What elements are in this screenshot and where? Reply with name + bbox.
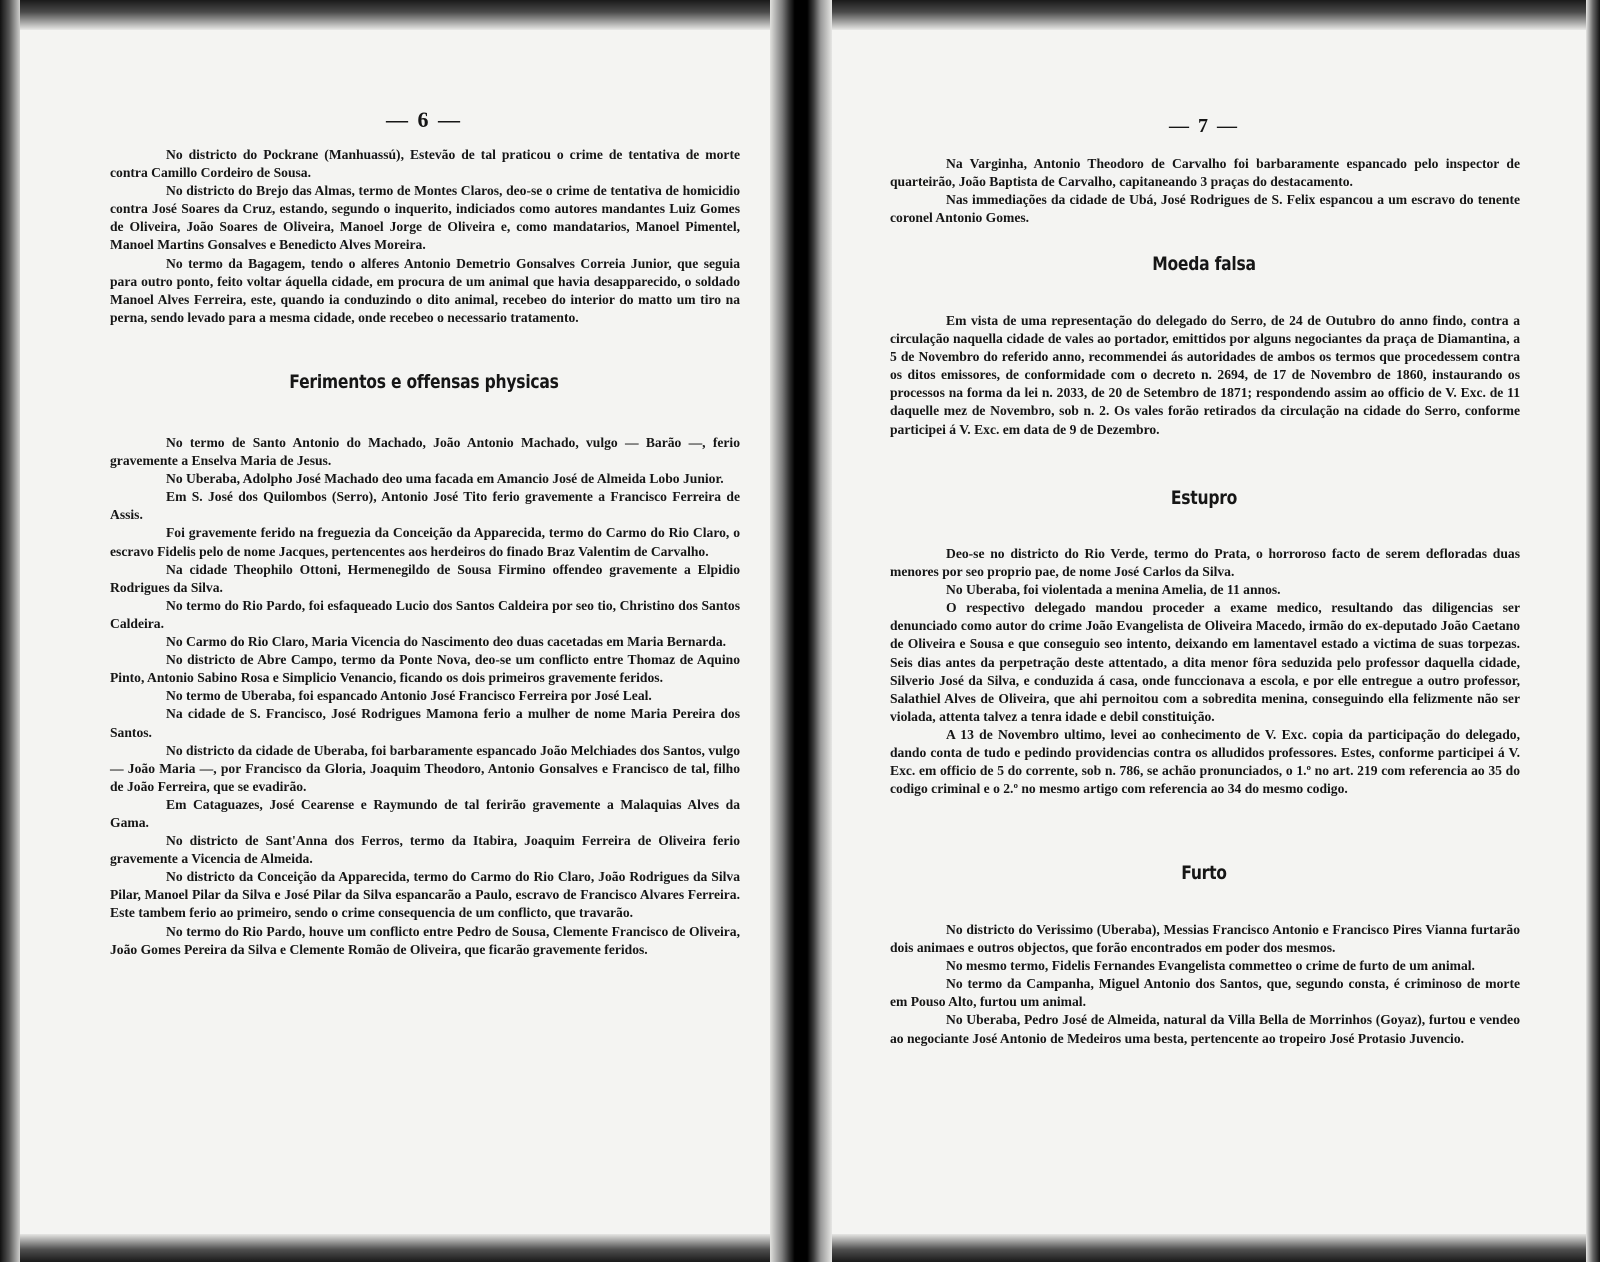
paragraph: No districto de Abre Campo, termo da Ponte Nova, deo-se um conflicto entre Thomaz de Aquino Pinto, Antonio Sabino Rosa e Simplicio Venancio, ficando os dois primeiros gravemente feridos. <box>110 652 740 686</box>
paragraph: No Uberaba, Adolpho José Machado deo uma facada em Amancio José de Almeida Lobo Junior. <box>166 471 724 487</box>
paragraph: Deo-se no districto do Rio Verde, termo do Prata, o horroroso facto de serem defloradas duas menores por seo proprio pae, de nome José Carlos da Silva. <box>890 546 1520 580</box>
estupro-block <box>890 545 1520 798</box>
paragraph: No mesmo termo, Fidelis Fernandes Evangelista commetteo o crime de furto de um animal. <box>946 958 1475 974</box>
paragraph: No districto do Verissimo (Uberaba), Messias Francisco Antonio e Francisco Pires Vianna furtarão dois animaes e outros objectos, que forão encontrados em poder dos mesmos. <box>890 922 1520 956</box>
paragraph: No districto de Sant'Anna dos Ferros, termo da Itabira, Joaquim Ferreira de Oliveira ferio gravemente a Vicencia de Almeida. <box>110 833 740 867</box>
paragraph: No districto do Brejo das Almas, termo de Montes Claros, deo-se o crime de tentativa de homicidio contra José Soares da Cruz, estando, segundo o inquerito, indiciados como autores mandantes Luiz Gomes de Oliveira, João Soares de Oliveira, Manoel Jorge de Oliveira e, como mandatarios, Manoel Pimentel, Manoel Martins Gonsalves e Benedicto Alves Moreira. <box>110 183 740 253</box>
paragraph: Foi gravemente ferido na freguezia da Conceição da Apparecida, termo do Carmo do Rio Claro, o escravo Fidelis pelo de nome Jacques, pertencentes aos herdeiros do finado Braz Valentim de Carvalho. <box>110 525 740 559</box>
section-heading-furto: Furto <box>1181 862 1227 884</box>
paragraph: Na cidade de S. Francisco, José Rodrigues Mamona ferio a mulher de nome Maria Pereira dos Santos. <box>110 706 740 740</box>
section-heading-estupro: Estupro <box>1170 487 1238 509</box>
paragraph: No termo do Rio Pardo, foi esfaqueado Lucio dos Santos Caldeira por seo tio, Christino dos Santos Caldeira. <box>110 597 740 631</box>
paragraph: No districto da Conceição da Apparecida, termo do Carmo do Rio Claro, João Rodrigues da Silva Pilar, Manoel Pilar da Silva e José Pilar da Silva espancarão a Paulo, escravo de Francisco Alvares Ferreira. Este tambem ferio ao primeiro, sendo o crime consequencia de um conflicto, que travarão. <box>110 869 740 921</box>
page-number: — 7 — <box>1169 115 1239 137</box>
furto-block <box>890 921 1520 1048</box>
paragraph: No districto da cidade de Uberaba, foi barbaramente espancado João Melchiades dos Santos, vulgo — João Maria —, por Francisco da Gloria, Joaquim Theodoro, Antonio Gonsalves e Francisco de tal, filho de João Ferreira, que se evadirão. <box>110 742 740 794</box>
paragraph: O respectivo delegado mandou proceder a exame medico, resultando das diligencias ser denunciado como autor do crime João Evangelista de Oliveira Macedo, irmão do ex-deputado João Caetano de Oliveira e Sousa e que conseguio seo intento, deixando em lamentavel estado a victima de suas torpezas. Seis dias antes da perpetração deste attentado, a dita menor fôra seduzida pelo professor daquella cidade, Silverio José da Silva, e conduzida á casa, onde funccionava a escola, e por elle entregue a outro professor, Salathiel Alves de Oliveira, que ahi pernoitou com a sobredita menina, conseguindo ella felizmente não ser violada, attenta talvez a tenra idade e debil constituição. <box>890 600 1520 724</box>
page-number: — 6 — <box>386 107 462 132</box>
paragraph: Na Varginha, Antonio Theodoro de Carvalho foi barbaramente espancado pelo inspector de quarteirão, João Baptista de Carvalho, capitaneando 3 praças do destacamento. <box>890 156 1520 190</box>
paragraph: Em Cataguazes, José Cearense e Raymundo de tal ferirão gravemente a Malaquias Alves da Gama. <box>110 796 740 830</box>
left-page <box>104 0 744 1262</box>
paragraph: Em S. José dos Quilombos (Serro), Antonio José Tito ferio gravemente a Francisco Ferreira de Assis. <box>110 489 740 523</box>
paragraph: Em vista de uma representação do delegado do Serro, de 24 de Outubro do anno findo, contra a circulação naquella cidade de vales ao portador, emittidos por alguns negociantes da praça de Diamantina, a 5 de Novembro do referido anno, recommendei ás autoridades de ambos os termos que procedessem contra os ditos emissores, de conformidade com o decreto n. 2694, de 17 de Novembro de 1860, instaurando os processos na forma da lei n. 2033, de 20 de Setembro de 1871; respondendo assim ao officio de V. Exc. de 11 daquelle mez de Novembro, sob n. 2. Os vales forão retirados da circulação na cidade do Serro, conforme participei á V. Exc. em data de 9 de Dezembro. <box>890 313 1520 437</box>
paragraph: No Uberaba, Pedro José de Almeida, natural da Villa Bella de Morrinhos (Goyaz), furtou e vendeo ao negociante José Antonio de Medeiros uma besta, pertencente ao tropeiro José Protasio Juvencio. <box>890 1012 1520 1046</box>
moeda-falsa-block <box>890 312 1520 439</box>
book-gutter <box>770 0 832 1262</box>
paragraph: No Uberaba, foi violentada a menina Amelia, de 11 annos. <box>946 582 1281 598</box>
scan-edge-right <box>1586 0 1600 1262</box>
paragraph: No Carmo do Rio Claro, Maria Vicencia do Nascimento deo duas cacetadas em Maria Bernarda. <box>166 634 727 650</box>
paragraph: A 13 de Novembro ultimo, levei ao conhecimento de V. Exc. copia da participação do delegado, dando conta de tudo e pedindo providencias contra os alludidos professores. Estes, conforme participei á V. Exc. em officio de 5 do corrente, sob n. 786, se achão pronunciados, o 1.º no art. 219 com referencia ao 35 do codigo criminal e o 2.º no mesmo artigo com referencia ao 34 do mesmo codigo. <box>890 726 1520 797</box>
paragraph: No termo de Santo Antonio do Machado, João Antonio Machado, vulgo — Barão —, ferio gravemente a Enselva Maria de Jesus. <box>110 435 740 469</box>
section-heading: Ferimentos e offensas physicas <box>289 371 559 393</box>
paragraph: Na cidade Theophilo Ottoni, Hermenegildo de Sousa Firmino offendeo gravemente a Elpidio Rodrigues da Silva. <box>110 561 740 595</box>
right-page <box>884 0 1524 1262</box>
section-heading-moeda-falsa: Moeda falsa <box>1152 253 1256 275</box>
paragraph: No termo de Uberaba, foi espancado Antonio José Francisco Ferreira por José Leal. <box>166 688 652 704</box>
paragraph: No termo da Bagagem, tendo o alferes Antonio Demetrio Gonsalves Correia Junior, que seguia para outro ponto, feito voltar áquella cidade, em procura de um animal que havia desapparecido, o soldado Manoel Alves Ferreira, este, quando ia conduzindo o dito animal, recebeo do interior do matto um tiro na perna, sendo levado para a mesma cidade, onde recebeo o necessario tratamento. <box>110 255 740 325</box>
scan-edge-left <box>0 0 20 1262</box>
paragraph: Nas immediações da cidade de Ubá, José Rodrigues de S. Felix espancou a um escravo do tenente coronel Antonio Gomes. <box>890 192 1520 226</box>
section-block <box>110 434 740 959</box>
intro-block <box>110 146 740 327</box>
paragraph: No termo do Rio Pardo, houve um conflicto entre Pedro de Sousa, Clemente Francisco de Oliveira, João Gomes Pereira da Silva e Clemente Romão de Oliveira, que ficarão gravemente feridos. <box>110 923 740 957</box>
paragraph: No termo da Campanha, Miguel Antonio dos Santos, que, segundo consta, é criminoso de morte em Pouso Alto, furtou um animal. <box>890 976 1520 1010</box>
intro-block <box>890 155 1520 227</box>
paragraph: No districto do Pockrane (Manhuassú), Estevão de tal praticou o crime de tentativa de morte contra Camillo Cordeiro de Sousa. <box>110 147 740 181</box>
